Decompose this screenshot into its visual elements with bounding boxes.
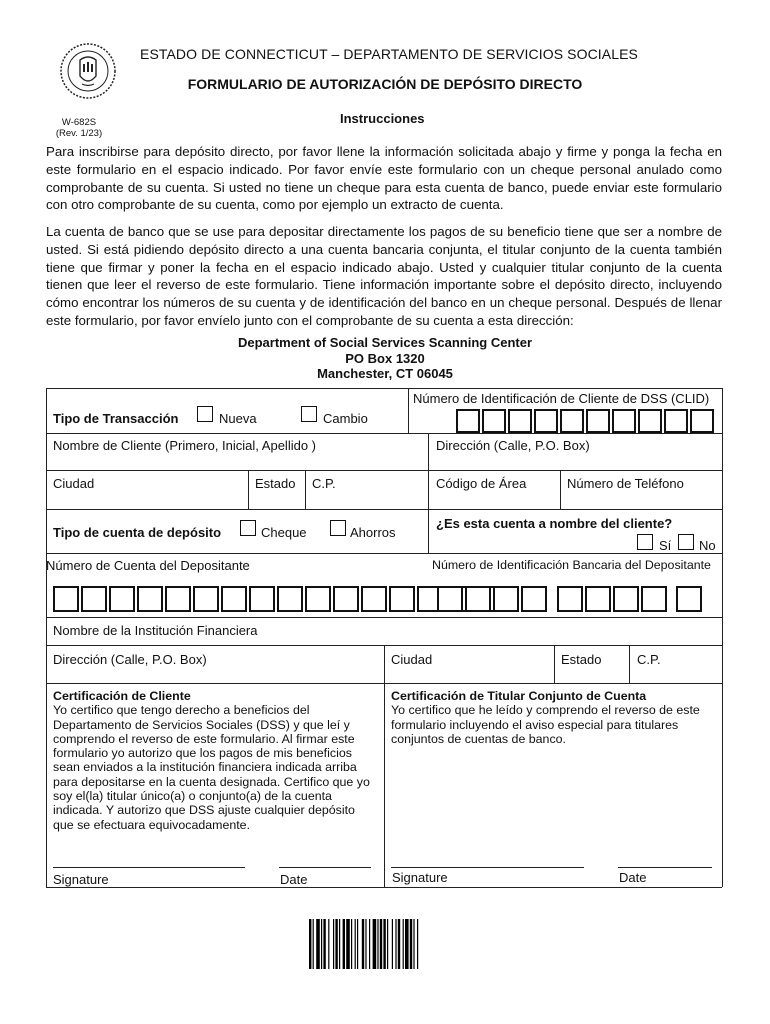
barcode-bar: [380, 919, 382, 969]
phone-label: Número de Teléfono: [567, 476, 684, 491]
change-transaction-checkbox[interactable]: [301, 406, 317, 422]
savings-account-label: Ahorros: [350, 525, 396, 540]
state-label: Estado: [255, 476, 296, 491]
new-transaction-checkbox[interactable]: [197, 406, 213, 422]
instructions-heading: Instrucciones: [340, 111, 425, 126]
client-signature-line[interactable]: [53, 867, 245, 868]
client-address-label: Dirección (Calle, P.O. Box): [436, 438, 590, 453]
account-type-label: Tipo de cuenta de depósito: [53, 525, 222, 540]
joint-certification: [391, 689, 715, 746]
client-signature-label: Signature: [53, 872, 109, 887]
joint-certification-text: Yo certifico que he leído y comprendo el reverso de este formulario incluyendo el aviso especial para titulares conjuntos de cuentas de banco.: [391, 703, 700, 746]
checking-account-label: Cheque: [261, 525, 307, 540]
no-label: No: [699, 538, 716, 553]
barcode-bar: [355, 919, 356, 969]
barcode-icon: [309, 919, 463, 969]
barcode-bar: [357, 919, 358, 969]
mailing-address-line-3: Manchester, CT 06045: [317, 366, 453, 381]
savings-account-checkbox[interactable]: [330, 520, 346, 536]
joint-signature-label: Signature: [392, 870, 448, 885]
barcode-bar: [316, 919, 320, 969]
barcode-bar: [413, 919, 414, 969]
city-label: Ciudad: [53, 476, 95, 491]
transaction-type-label: Tipo de Transacción: [53, 411, 179, 426]
barcode-bar: [323, 919, 325, 969]
zip-label: C.P.: [312, 476, 336, 491]
state-seal-icon: [58, 40, 118, 102]
barcode-bar: [395, 919, 396, 969]
barcode-bar: [373, 919, 377, 969]
clid-input[interactable]: [456, 409, 714, 433]
client-date-line[interactable]: [279, 867, 371, 868]
account-number-input[interactable]: [53, 586, 499, 612]
client-certification: [53, 689, 379, 832]
barcode-bar: [365, 919, 366, 969]
institution-name-label: Nombre de la Institución Financiera: [53, 623, 258, 638]
checking-account-checkbox[interactable]: [240, 520, 256, 536]
barcode-bar: [339, 919, 340, 969]
barcode-bar: [377, 919, 378, 969]
barcode-bar: [410, 919, 412, 969]
clid-label: Número de Identificación de Cliente de DSS (CLID): [413, 391, 710, 406]
new-transaction-label: Nueva: [219, 411, 257, 426]
joint-signature-line[interactable]: [391, 867, 584, 868]
bank-address-label: Dirección (Calle, P.O. Box): [53, 652, 207, 667]
client-account-question: ¿Es esta cuenta a nombre del cliente?: [436, 516, 673, 531]
client-name-label: Nombre de Cliente (Primero, Inicial, Apellido ): [53, 438, 316, 453]
barcode-bar: [335, 919, 337, 969]
department-name: ESTADO DE CONNECTICUT – DEPARTAMENTO DE SERVICIOS SOCIALES: [140, 46, 638, 62]
client-date-label: Date: [280, 872, 308, 887]
instructions-paragraph-1: Para inscribirse para depósito directo, por favor llene la información solicitada abajo y firme y ponga la fecha en este formulario en el espacio indicado. Por favor envíe este formulario con un cheque personal anulado como comprobante de su cuenta. Si usted no tiene un cheque para esta cuenta de banco, puede enviar este formulario con otro comprobante de su cuenta, como por ejemplo un extracto de cuenta.: [46, 144, 722, 213]
barcode-bar: [403, 919, 404, 969]
barcode-bar: [346, 919, 350, 969]
barcode-bar: [333, 919, 334, 969]
bank-zip-label: C.P.: [637, 652, 661, 667]
form-number-block: [50, 117, 108, 139]
barcode-bar: [383, 919, 385, 969]
no-checkbox[interactable]: [678, 534, 694, 550]
joint-date-label: Date: [619, 870, 647, 885]
barcode-bar: [313, 919, 314, 969]
yes-checkbox[interactable]: [637, 534, 653, 550]
mailing-address-line-1: Department of Social Services Scanning Center: [237, 335, 533, 350]
form-number: W-682S: [61, 117, 97, 128]
form-revision: (Rev. 1/23): [55, 128, 103, 139]
barcode-bar: [405, 919, 409, 969]
routing-number-input-part-1[interactable]: [437, 586, 547, 612]
barcode-bar: [398, 919, 400, 969]
bank-city-label: Ciudad: [391, 652, 433, 667]
joint-certification-heading: Certificación de Titular Conjunto de Cuenta: [391, 689, 647, 703]
area-code-label: Código de Área: [436, 476, 527, 491]
mailing-address: [0, 335, 770, 382]
barcode-bar: [417, 919, 418, 969]
routing-number-label: Número de Identificación Bancaria del Depositante: [432, 558, 711, 572]
routing-number-check-digit[interactable]: [676, 586, 702, 612]
barcode-bar: [362, 919, 364, 969]
form-title: FORMULARIO DE AUTORIZACIÓN DE DEPÓSITO DIRECTO: [187, 76, 583, 92]
barcode-bar: [387, 919, 388, 969]
barcode-bar: [369, 919, 370, 969]
change-transaction-label: Cambio: [323, 411, 368, 426]
barcode-bar: [351, 919, 352, 969]
barcode-bar: [321, 919, 322, 969]
barcode-bar: [328, 919, 329, 969]
routing-number-input-part-2[interactable]: [557, 586, 667, 612]
mailing-address-line-2: PO Box 1320: [345, 350, 425, 366]
joint-date-line[interactable]: [618, 867, 712, 868]
barcode-bar: [392, 919, 393, 969]
yes-label: Sí: [659, 538, 672, 553]
barcode-bar: [343, 919, 345, 969]
account-number-label: Número de Cuenta del Depositante: [46, 558, 250, 573]
barcode-bar: [309, 919, 311, 969]
client-certification-heading: Certificación de Cliente: [53, 689, 191, 703]
bank-state-label: Estado: [561, 652, 602, 667]
client-certification-text: Yo certifico que tengo derecho a beneficios del Departamento de Servicios Sociales (DSS) y que leí y comprendo el reverso de este formulario. Al firmar este formulario yo autorizo que los pagos de mis beneficios sean enviados a la institución financiera indicada arriba para depositarse en la cuenta designada. Certifico que yo soy el(la) titular único(a) o conjunto(a) de la cuenta indicada. Y autorizo que DSS ajuste cualquier depósito que se efectuara equivocadamente.: [53, 703, 370, 832]
instructions-paragraph-2: La cuenta de banco que se use para depositar directamente los pagos de su beneficio tiene que ser a nombre de usted. Si está pidiendo depósito directo a una cuenta bancaria conjunta, el titular conjunto de la cuenta también tiene que firmar y poner la fecha en el espacio indicado abajo. Usted y cualquier titular conjunto de la cuenta tienen que leer el reverso de este formulario. Tiene información importante sobre el depósito directo, incluyendo cómo encontrar los números de su cuenta y de identificación del banco en un cheque personal. Después de llenar este formulario, por favor envíelo junto con el comprobante de su cuenta a esta dirección:: [46, 224, 722, 328]
